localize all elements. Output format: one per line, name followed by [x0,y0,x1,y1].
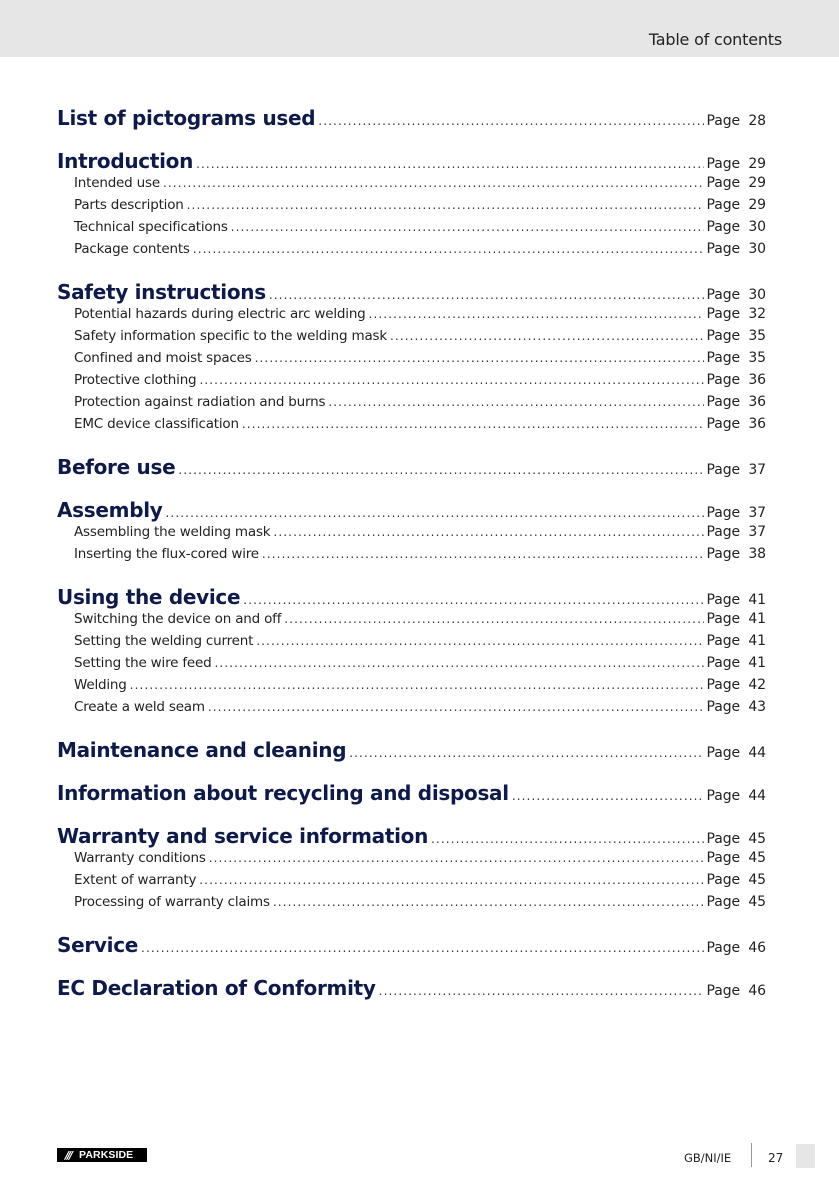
toc-entry-title: Extent of warranty [74,872,197,888]
toc-entry-title: Warranty conditions [74,850,206,866]
page-label: Page [706,197,740,213]
toc-page-reference [707,745,767,761]
page-label: Page [706,350,740,366]
page-label: Page [706,655,740,671]
dot-leader [255,351,704,365]
page-label: Page [706,505,740,521]
page-label: Page [706,872,740,888]
page-label: Page [706,940,740,956]
page-number: 45 [748,872,766,888]
toc-page-reference [707,197,767,213]
dot-leader [431,832,703,846]
toc-subsection-entry[interactable] [57,394,766,416]
toc-page-reference [707,983,767,999]
toc-page-reference [707,524,767,540]
page-number: 42 [748,677,766,693]
toc-page-reference [707,788,767,804]
toc-section-entry[interactable] [57,738,766,764]
toc-entry-title: Confined and moist spaces [74,350,252,366]
page-label: Page [706,983,740,999]
toc-subsection-entry[interactable] [57,699,766,721]
table-of-contents [57,106,766,1002]
page-label: Page [706,677,740,693]
toc-page-reference [707,633,767,649]
page-number: 30 [748,241,766,257]
page-label: Page [706,113,740,129]
page-label: Page [706,175,740,191]
toc-page-reference [707,699,767,715]
toc-subsection-entry[interactable] [57,328,766,350]
toc-entry-title: List of pictograms used [57,106,316,130]
toc-section-entry[interactable] [57,455,766,481]
toc-section-entry[interactable] [57,781,766,807]
page-label: Page [706,546,740,562]
toc-entry-title: Processing of warranty claims [74,894,270,910]
toc-entry-title: EMC device classification [74,416,239,432]
page-label: Page [706,372,740,388]
toc-page-reference [707,655,767,671]
dot-leader [273,895,704,909]
dot-leader [199,373,703,387]
toc-entry-title: Package contents [74,241,190,257]
dot-leader [208,700,704,714]
page-number: 44 [748,745,766,761]
toc-section-entry[interactable] [57,280,766,306]
page-label: Page [706,850,740,866]
toc-entry-title: Welding [74,677,127,693]
toc-entry-title: Using the device [57,585,241,609]
page-number: 43 [748,699,766,715]
toc-subsection-entry[interactable] [57,611,766,633]
dot-leader [284,612,703,626]
toc-page-reference [707,592,767,608]
dot-leader [273,525,703,539]
toc-section-entry[interactable] [57,106,766,132]
page-label: Page [706,894,740,910]
toc-entry-title: Potential hazards during electric arc welding [74,306,366,322]
toc-page-reference [707,219,767,235]
page-number: 46 [748,983,766,999]
dot-leader [130,678,704,692]
toc-entry-title: Protective clothing [74,372,197,388]
page-title: Table of contents [648,30,782,49]
toc-subsection-entry[interactable] [57,197,766,219]
page-number: 36 [748,394,766,410]
parkside-logo [57,1148,147,1162]
toc-entry-title: Inserting the flux-cored wire [74,546,259,562]
page-label: Page [706,394,740,410]
toc-section-entry[interactable] [57,933,766,959]
toc-page-reference [707,872,767,888]
dot-leader [199,873,703,887]
toc-page-reference [707,505,767,521]
toc-subsection-entry[interactable] [57,306,766,328]
dot-leader [178,463,703,477]
toc-section-entry[interactable] [57,498,766,524]
toc-subsection-entry[interactable] [57,524,766,546]
dot-leader [141,941,703,955]
page-label: Page [706,831,740,847]
toc-entry-title: Safety information specific to the welding mask [74,328,387,344]
toc-subsection-entry[interactable] [57,219,766,241]
toc-subsection-entry[interactable] [57,175,766,197]
toc-subsection-entry[interactable] [57,633,766,655]
page-label: Page [706,633,740,649]
page-label: Page [706,592,740,608]
toc-entry-title: Technical specifications [74,219,228,235]
page-number: 29 [748,156,766,172]
toc-subsection-entry[interactable] [57,872,766,894]
toc-entry-title: Create a weld seam [74,699,205,715]
toc-entry-title: Setting the wire feed [74,655,212,671]
toc-subsection-entry[interactable] [57,546,766,568]
dot-leader [349,746,703,760]
toc-page-reference [707,175,767,191]
toc-page-reference [707,940,767,956]
footer-page-tab [796,1144,815,1168]
page-number: 45 [748,850,766,866]
page-number: 44 [748,788,766,804]
toc-entry-title: Warranty and service information [57,824,429,848]
toc-subsection-entry[interactable] [57,655,766,677]
toc-page-reference [707,677,767,693]
page-label: Page [706,328,740,344]
toc-section-entry[interactable] [57,149,766,175]
toc-entry-title: Parts description [74,197,184,213]
dot-leader [214,656,703,670]
dot-leader [166,506,704,520]
logo-brand-text: PARKSIDE [79,1149,134,1161]
toc-entry-title: Maintenance and cleaning [57,738,347,762]
page-number: 30 [748,287,766,303]
dot-leader [390,329,704,343]
toc-page-reference [707,287,767,303]
toc-entry-title: Introduction [57,149,194,173]
page-label: Page [706,219,740,235]
page-number: 38 [748,546,766,562]
footer-divider [751,1143,752,1167]
dot-leader [256,634,703,648]
toc-entry-title: Protection against radiation and burns [74,394,326,410]
toc-page-reference [707,113,767,129]
dot-leader [512,789,704,803]
dot-leader [369,307,704,321]
page-number: 45 [748,831,766,847]
page-label: Page [706,699,740,715]
toc-page-reference [707,416,767,432]
page-number: 29 [748,175,766,191]
toc-entry-title: Assembling the welding mask [74,524,271,540]
page-number: 37 [748,505,766,521]
page-label: Page [706,745,740,761]
toc-entry-title: Setting the welding current [74,633,254,649]
page-number: 41 [748,633,766,649]
page-number: 36 [748,372,766,388]
toc-page-reference [707,328,767,344]
toc-entry-title: Safety instructions [57,280,266,304]
toc-page-reference [707,394,767,410]
dot-leader [193,242,704,256]
page-number: 32 [748,306,766,322]
toc-page-reference [707,546,767,562]
toc-subsection-entry[interactable] [57,350,766,372]
toc-page-reference [707,372,767,388]
toc-page-reference [707,850,767,866]
toc-subsection-entry[interactable] [57,372,766,394]
dot-leader [231,220,704,234]
toc-page-reference [707,611,767,627]
toc-page-reference [707,241,767,257]
page-number: 35 [748,350,766,366]
toc-subsection-entry[interactable] [57,677,766,699]
dot-leader [328,395,703,409]
page-label: Page [706,156,740,172]
page-number: 30 [748,219,766,235]
page-label: Page [706,524,740,540]
toc-page-reference [707,894,767,910]
page-number: 41 [748,592,766,608]
toc-entry-title: Intended use [74,175,160,191]
header-band [0,0,839,57]
logo-stripes-mark: /// [64,1148,72,1162]
footer-page-number: 27 [768,1151,784,1165]
toc-entry-title: Service [57,933,139,957]
page-number: 45 [748,894,766,910]
dot-leader [196,157,703,171]
dot-leader [262,547,704,561]
page-number: 29 [748,197,766,213]
toc-page-reference [707,350,767,366]
page-number: 41 [748,655,766,671]
page-number: 36 [748,416,766,432]
footer-region-code: GB/NI/IE [684,1151,732,1165]
toc-subsection-entry[interactable] [57,850,766,872]
page-label: Page [706,306,740,322]
page-label: Page [706,241,740,257]
toc-page-reference [707,462,767,478]
dot-leader [318,114,703,128]
toc-section-entry[interactable] [57,976,766,1002]
toc-entry-title: Switching the device on and off [74,611,282,627]
page-label: Page [706,788,740,804]
dot-leader [269,288,704,302]
toc-page-reference [707,831,767,847]
page-label: Page [706,462,740,478]
toc-subsection-entry[interactable] [57,416,766,438]
toc-entry-title: EC Declaration of Conformity [57,976,376,1000]
toc-entry-title: Information about recycling and disposal [57,781,509,805]
page-number: 35 [748,328,766,344]
dot-leader [209,851,704,865]
page-label: Page [706,287,740,303]
dot-leader [242,417,704,431]
dot-leader [187,198,704,212]
toc-page-reference [707,306,767,322]
toc-subsection-entry[interactable] [57,241,766,263]
page-number: 37 [748,462,766,478]
page-label: Page [706,611,740,627]
toc-entry-title: Before use [57,455,176,479]
page-number: 37 [748,524,766,540]
toc-page-reference [707,156,767,172]
page-number: 46 [748,940,766,956]
toc-section-entry[interactable] [57,585,766,611]
toc-subsection-entry[interactable] [57,894,766,916]
page-label: Page [706,416,740,432]
dot-leader [163,176,704,190]
toc-entry-title: Assembly [57,498,163,522]
page-number: 28 [748,113,766,129]
toc-section-entry[interactable] [57,824,766,850]
page-number: 41 [748,611,766,627]
dot-leader [243,593,703,607]
dot-leader [379,984,704,998]
